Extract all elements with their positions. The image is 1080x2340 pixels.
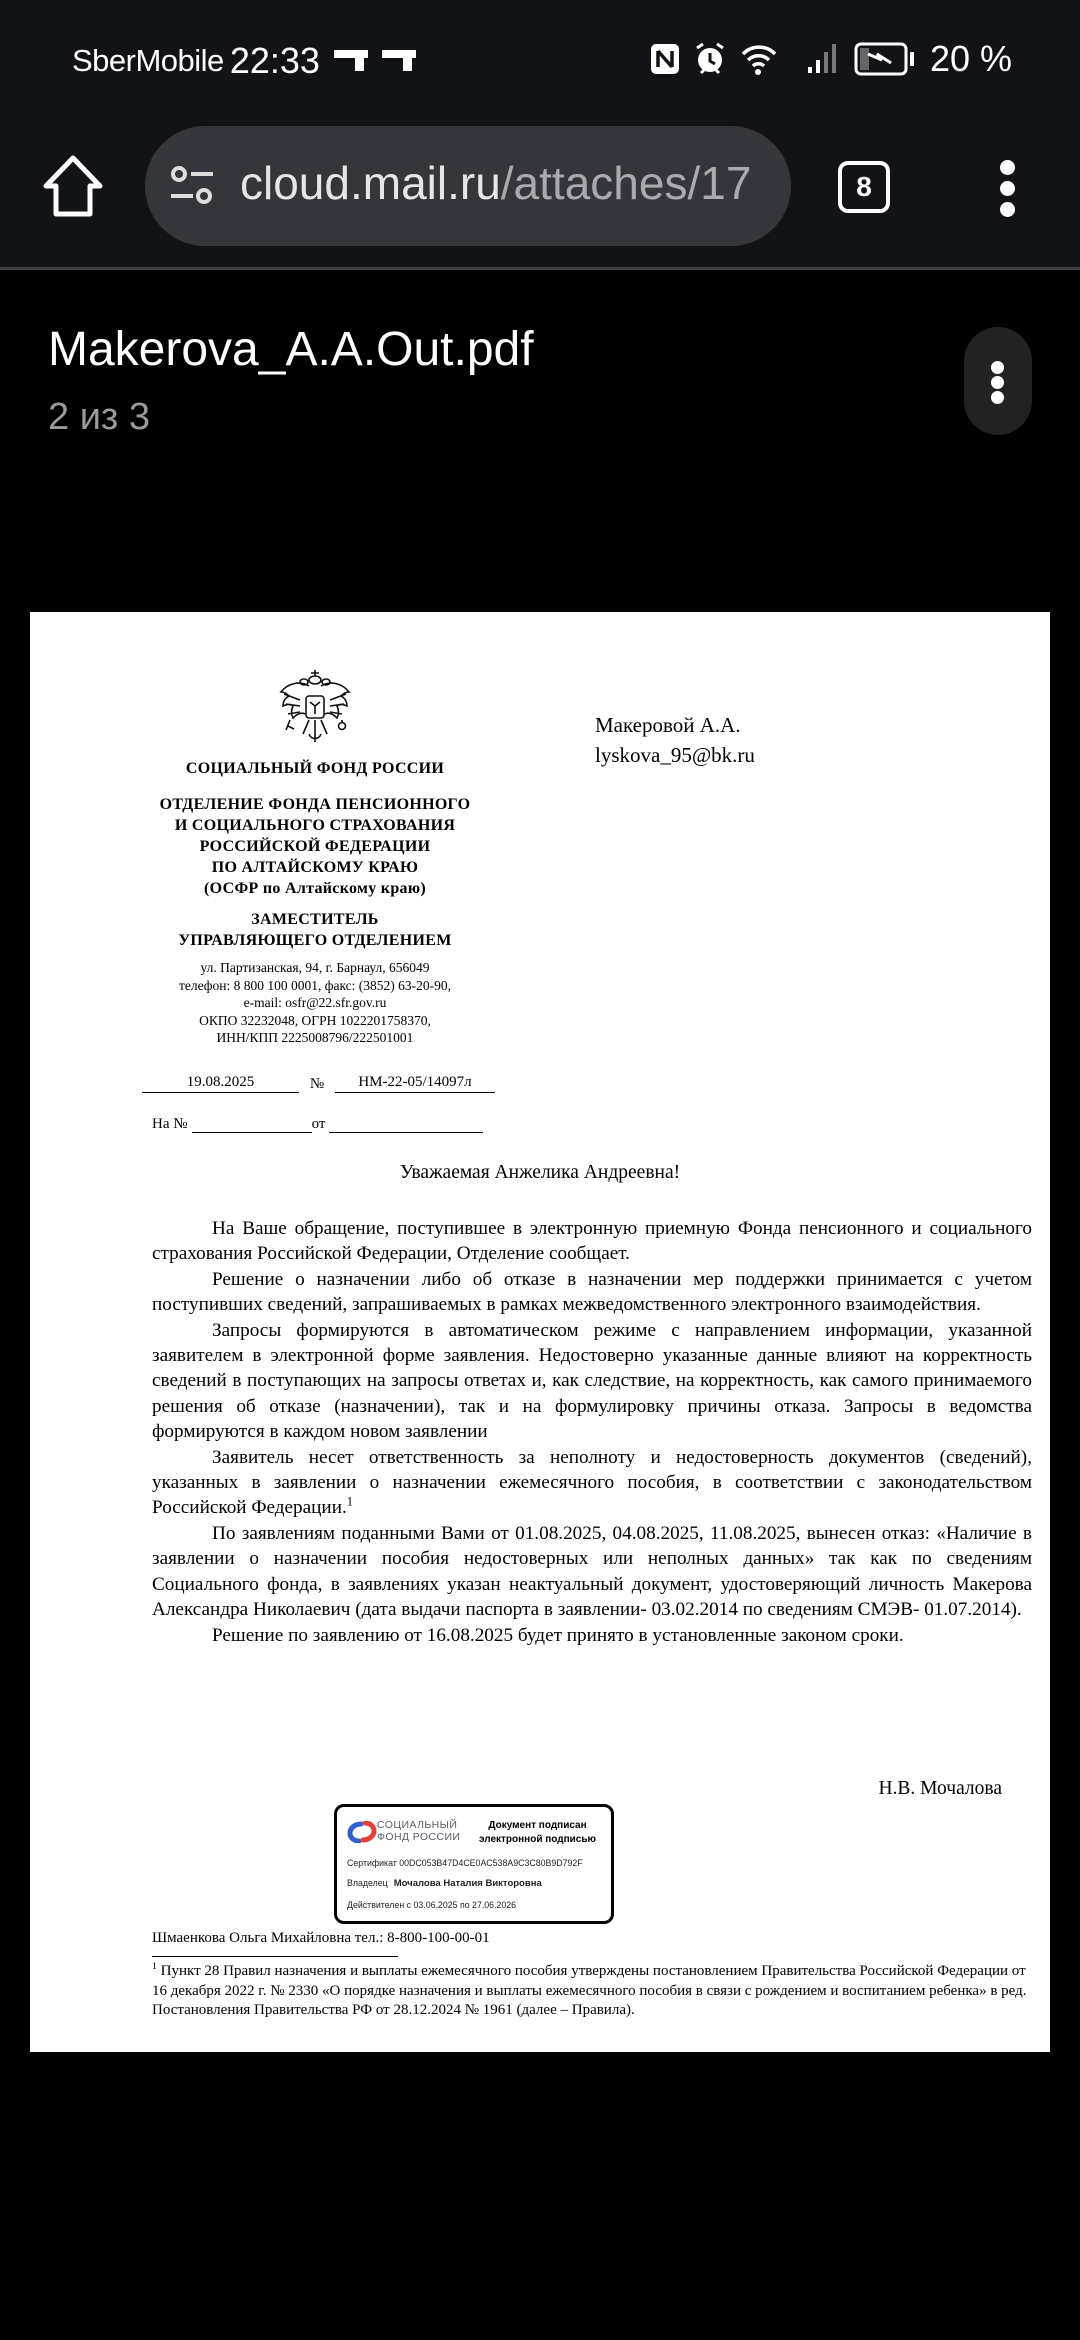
stamp-title [465, 1819, 610, 1847]
contact-email: e-mail: osfr@22.sfr.gov.ru [243, 995, 387, 1010]
stamp-title-line: электронной подписью [478, 1834, 597, 1845]
ref-number-blank [192, 1118, 312, 1133]
reference-line [152, 1116, 483, 1133]
footnote [152, 1962, 1032, 2021]
url-host: cloud.mail.ru [240, 157, 501, 209]
addressee [595, 710, 755, 770]
signal-icon [806, 43, 840, 75]
branch-line: РОССИЙСКОЙ ФЕДЕРАЦИИ [199, 838, 431, 855]
browser-toolbar [0, 122, 1080, 270]
reg-number: НМ-22-05/14097л [335, 1074, 495, 1093]
letter-body [152, 1216, 1032, 1648]
role-line: УПРАВЛЯЮЩЕГО ОТДЕЛЕНИЕМ [178, 932, 452, 949]
branch-line: ПО АЛТАЙСКОМУ КРАЮ [211, 859, 419, 876]
owner-label: Владелец [347, 1878, 388, 1888]
branch-line: ОТДЕЛЕНИЕ ФОНДА ПЕНСИОННОГО [159, 796, 471, 813]
contact-address: ул. Партизанская, 94, г. Барнаул, 656049 [200, 960, 430, 975]
footnote-marker: 1 [152, 1961, 157, 1972]
branch-line: И СОЦИАЛЬНОГО СТРАХОВАНИЯ [174, 817, 456, 834]
footnote-ref: 1 [346, 1495, 354, 1510]
ref-label: На № [152, 1116, 188, 1132]
role-line: ЗАМЕСТИТЕЛЬ [251, 911, 379, 928]
contacts [135, 959, 495, 1047]
cert-value: 00DC053B47D4CE0AC538A9C3C80B9D792F [399, 1858, 583, 1868]
signatory-role [135, 909, 495, 951]
pdf-page[interactable] [30, 612, 1050, 2052]
home-icon[interactable] [38, 152, 108, 222]
site-settings-icon[interactable] [169, 164, 215, 208]
tab-count: 8 [856, 171, 872, 202]
stamp-owner [347, 1877, 542, 1890]
greeting: Уважаемая Анжелика Андреевна! [399, 1162, 681, 1183]
paragraph-text: Заявитель несет ответственность за неполноту и недостоверность документов (сведений), указанных в заявлении о назначении ежемесячного пособия, в соответствии с законодательством Российской Федерации. [152, 1446, 1032, 1519]
reg-number-label: № [309, 1076, 325, 1092]
gun-notification-icon [382, 50, 416, 72]
nfc-icon [650, 43, 680, 75]
paragraph: Запросы формируются в автоматическом режиме с направлением информации, указанной заявителем в электронной форме заявления. Недостоверно указанные данные влияют на корректность сведений в поступающих на запросы ответах и, как следствие, на корректность, как самого принимаемого решения об отказе (назначении), так и на формулировку причины отказа. Запросы в ведомства формируются в каждом новом заявлении [152, 1319, 1032, 1443]
url-bar[interactable] [145, 126, 791, 246]
page-indicator: 2 из 3 [48, 396, 151, 438]
ref-date-blank [329, 1118, 483, 1133]
tab-switcher-button[interactable] [838, 161, 890, 213]
stamp-org-line: ФОНД РОССИИ [377, 1831, 461, 1843]
alarm-icon [694, 42, 726, 76]
url-path: /attaches/17 [500, 157, 752, 209]
sfr-logo-icon [347, 1821, 377, 1843]
clock: 22:33 [229, 40, 320, 81]
battery-charging-icon [854, 42, 916, 76]
cert-label: Сертификат [347, 1858, 397, 1868]
viewer-more-button[interactable] [964, 327, 1032, 435]
reg-date: 19.08.2025 [142, 1074, 299, 1093]
registration-line [142, 1074, 495, 1093]
branch-line: (ОСФР по Алтайскому краю) [204, 880, 426, 897]
paragraph: Решение о назначении либо об отказе в назначении мер поддержки принимается с учетом поступивших сведений, запрашиваемых в рамках межведомственного электронного взаимодействия. [152, 1268, 1032, 1316]
carrier-name: SberMobile [72, 43, 224, 78]
footnote-separator [152, 1956, 398, 1957]
ref-from-label: от [311, 1116, 326, 1132]
stamp-title-line: Документ подписан [488, 1820, 587, 1831]
stamp-certificate [347, 1857, 583, 1869]
url-text[interactable] [240, 156, 770, 210]
coat-of-arms-icon [276, 664, 354, 748]
stamp-validity: Действителен с 03.06.2025 по 27.06.2026 [347, 1900, 517, 1910]
wifi-icon [740, 43, 778, 75]
gun-notification-icon [334, 50, 368, 72]
signer-name: Н.В. Мочалова [878, 1778, 1002, 1799]
paragraph-with-footnote [152, 1445, 1032, 1521]
stamp-org-line: СОЦИАЛЬНЫЙ [377, 1819, 458, 1831]
addressee-name: Макеровой А.А. [595, 713, 741, 737]
contact-phone: телефон: 8 800 100 0001, факс: (3852) 63-20-90, [178, 977, 452, 993]
letterhead [135, 664, 495, 1047]
org-name: СОЦИАЛЬНЫЙ ФОНД РОССИИ [185, 760, 445, 777]
battery-percent: 20 % [929, 38, 1012, 79]
addressee-email: lyskova_95@bk.ru [595, 743, 755, 767]
contact-inn: ИНН/КПП 2225008796/222501001 [216, 1030, 414, 1045]
owner-value: Мочалова Наталия Викторовна [393, 1878, 542, 1889]
e-signature-stamp [334, 1804, 614, 1924]
branch-name [135, 794, 495, 899]
executor-contact: Шмаенкова Ольга Михайловна тел.: 8-800-100-00-01 [152, 1930, 490, 1946]
more-vert-icon [991, 361, 1004, 374]
footnote-text: Пункт 28 Правил назначения и выплаты ежемесячного пособия утверждены постановлением Правительства Российской Федерации от 16 декабря 2022 г. № 2330 «О порядке назначения и выплаты ежемесячного пособия в связи с рождением и воспитанием ребенка» в ред. Постановления Правительства РФ от 28.12.2024 № 1961 (далее – Правила). [152, 1963, 1027, 2018]
more-vert-icon[interactable] [992, 160, 1024, 216]
file-name: Makerova_A.A.Out.pdf [48, 323, 534, 376]
contact-okpo: ОКПО 32232048, ОГРН 1022201758370, [199, 1012, 431, 1028]
status-bar [0, 0, 1080, 122]
paragraph: По заявлениям поданными Вами от 01.08.2025, 04.08.2025, 11.08.2025, вынесен отказ: «Наличие в заявлении о назначении пособия недостоверных или неполных данных» так как по сведениям Социального фонда, в заявлениях указан неактуальный документ, удостоверяющий личность Макерова Александра Николаевич (дата выдачи паспорта в заявлении- 03.02.2014 по сведениям СМЭВ- 01.07.2014). [152, 1522, 1032, 1621]
stamp-org [377, 1819, 460, 1843]
paragraph: На Ваше обращение, поступившее в электронную приемную Фонда пенсионного и социального страхования Российской Федерации, Отделение сообщает. [152, 1218, 1032, 1265]
paragraph: Решение по заявлению от 16.08.2025 будет принято в установленные законом сроки. [212, 1624, 904, 1646]
